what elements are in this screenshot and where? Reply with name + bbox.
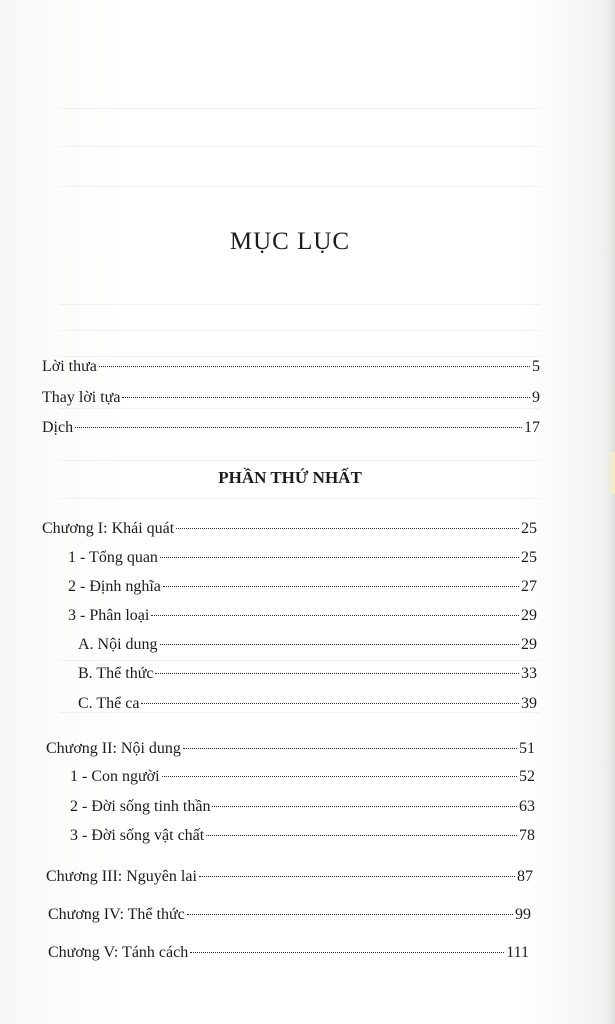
toc-section-page: 52 bbox=[519, 768, 535, 785]
toc-entry-page: 5 bbox=[532, 358, 540, 375]
dot-leader bbox=[160, 644, 519, 645]
toc-subsection-page: 29 bbox=[521, 636, 537, 653]
show-through-line bbox=[60, 186, 540, 187]
toc-subsection-page: 33 bbox=[521, 665, 537, 682]
page-edge-tab bbox=[610, 452, 615, 494]
toc-chapter-label: Chương V: Tánh cách bbox=[48, 944, 189, 961]
toc-chapter-5 bbox=[48, 942, 529, 964]
toc-section bbox=[68, 576, 537, 598]
toc-chapter-2 bbox=[46, 738, 535, 760]
toc-section-page: 27 bbox=[521, 578, 537, 595]
toc-section-page: 63 bbox=[519, 798, 535, 815]
toc-section-label: 1 - Con người bbox=[70, 768, 160, 785]
toc-subsection-label: B. Thể thức bbox=[78, 665, 154, 682]
toc-chapter-3 bbox=[46, 866, 533, 888]
dot-leader bbox=[75, 427, 522, 428]
toc-chapter-page: 111 bbox=[506, 944, 529, 961]
part-title: PHẦN THỨ NHẤT bbox=[218, 468, 362, 487]
toc-entry-thay-loi-tua bbox=[42, 387, 540, 409]
toc-entry-page: 17 bbox=[524, 419, 540, 436]
toc-chapter-page: 87 bbox=[517, 868, 533, 885]
toc-section-label: 3 - Phân loại bbox=[68, 607, 150, 624]
dot-leader bbox=[162, 776, 517, 777]
toc-entry-label: Thay lời tựa bbox=[42, 389, 121, 406]
toc-chapter-label: Chương II: Nội dung bbox=[46, 740, 181, 757]
page-title: MỤC LỤC bbox=[229, 228, 351, 255]
toc-subsection bbox=[78, 693, 537, 715]
show-through-line bbox=[60, 304, 540, 305]
toc-section-label: 1 - Tổng quan bbox=[68, 549, 158, 566]
toc-subsection-label: A. Nội dung bbox=[78, 636, 158, 653]
toc-entry-loi-thua bbox=[42, 356, 540, 378]
toc-section bbox=[70, 766, 535, 788]
dot-leader bbox=[122, 397, 530, 398]
toc-entry-label: Dịch bbox=[42, 419, 74, 436]
toc-section bbox=[68, 605, 537, 627]
dot-leader bbox=[99, 366, 530, 367]
toc-section bbox=[70, 796, 535, 818]
dot-leader bbox=[160, 557, 519, 558]
dot-leader bbox=[155, 673, 519, 674]
toc-entry-dich bbox=[42, 417, 540, 439]
toc-chapter-label: Chương III: Nguyên lai bbox=[46, 868, 197, 885]
toc-section-label: 2 - Đời sống tinh thần bbox=[70, 798, 211, 815]
dot-leader bbox=[176, 528, 519, 529]
toc-chapter-page: 51 bbox=[519, 740, 535, 757]
dot-leader bbox=[163, 586, 519, 587]
toc-section-label: 3 - Đời sống vật chất bbox=[70, 827, 205, 844]
toc-section-page: 29 bbox=[521, 607, 537, 624]
show-through-line bbox=[60, 498, 540, 499]
toc-chapter-1 bbox=[42, 518, 537, 540]
toc-section bbox=[70, 825, 535, 847]
show-through-line bbox=[60, 108, 540, 109]
show-through-line bbox=[60, 660, 540, 661]
toc-section-page: 78 bbox=[519, 827, 535, 844]
toc-entry-label: Lời thưa bbox=[42, 358, 97, 375]
toc-section-label: 2 - Định nghĩa bbox=[68, 578, 161, 595]
toc-subsection-label: C. Thể ca bbox=[78, 695, 140, 712]
dot-leader bbox=[187, 914, 513, 915]
dot-leader bbox=[141, 703, 519, 704]
toc-chapter-4 bbox=[48, 904, 531, 926]
toc-chapter-label: Chương I: Khái quát bbox=[42, 520, 175, 537]
toc-chapter-page: 25 bbox=[521, 520, 537, 537]
toc-entry-page: 9 bbox=[532, 389, 540, 406]
dot-leader bbox=[199, 876, 515, 877]
toc-chapter-label: Chương IV: Thể thức bbox=[48, 906, 185, 923]
toc-chapter-page: 99 bbox=[515, 906, 531, 923]
toc-section-page: 25 bbox=[521, 549, 537, 566]
dot-leader bbox=[151, 615, 519, 616]
dot-leader bbox=[212, 806, 517, 807]
dot-leader bbox=[206, 835, 517, 836]
page-edge-shadow bbox=[608, 0, 615, 1024]
toc-subsection-page: 39 bbox=[521, 695, 537, 712]
toc-subsection bbox=[78, 663, 537, 685]
dot-leader bbox=[183, 748, 517, 749]
dot-leader bbox=[190, 952, 504, 953]
show-through-line bbox=[60, 460, 540, 461]
show-through-line bbox=[60, 146, 540, 147]
toc-subsection bbox=[78, 634, 537, 656]
toc-section bbox=[68, 547, 537, 569]
show-through-line bbox=[60, 330, 540, 331]
